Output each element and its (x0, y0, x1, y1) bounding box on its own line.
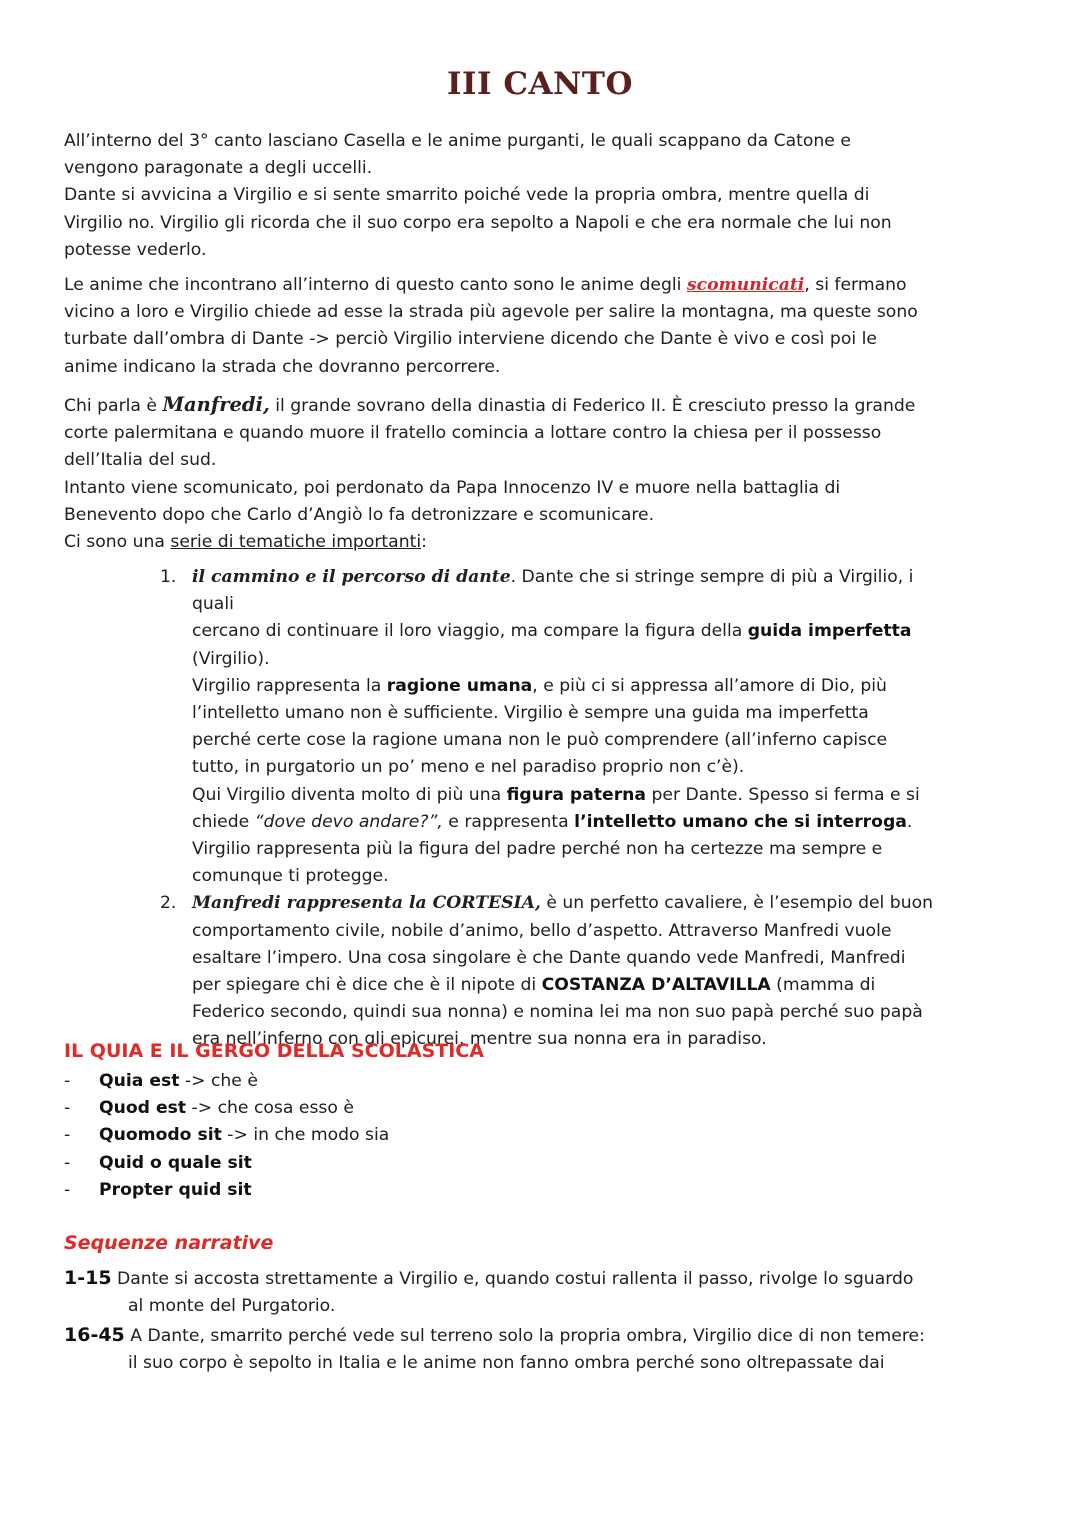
quia-list (64, 1068, 764, 1204)
dash-bullet: - (64, 1125, 71, 1146)
sequence-number: 16-45 (64, 1324, 125, 1346)
text-span: il grande sovrano della dinastia di Federico II. È cresciuto presso la grande (269, 396, 916, 416)
bold-term: ragione umana (386, 675, 533, 696)
text-line: potesse vederlo. (64, 239, 207, 260)
text-span: Chi parla è (64, 396, 163, 416)
text-span: Virgilio rappresenta la (192, 675, 387, 696)
text-line: comportamento civile, nobile d’animo, bello d’aspetto. Attraverso Manfredi vuole (192, 920, 892, 941)
bold-term: figura paterna (506, 784, 646, 805)
sequence-item (64, 1322, 964, 1377)
list-item (64, 1095, 764, 1122)
text-line (64, 529, 964, 556)
text-span: . (906, 811, 913, 832)
text-line (64, 391, 964, 420)
text-line (192, 809, 950, 836)
quia-heading: IL QUIA E IL GERGO DELLA SCOLASTICA (64, 1040, 484, 1062)
bold-term: guida imperfetta (747, 621, 912, 642)
text-span: : (421, 532, 427, 553)
bold-term: Propter quid sit (99, 1179, 252, 1200)
list-item (64, 1068, 764, 1095)
list-number: 1. (160, 567, 177, 587)
text-line (64, 1322, 964, 1350)
bold-term: COSTANZA D’ALTAVILLA (541, 975, 771, 996)
text-line (192, 972, 950, 999)
intro-paragraph (64, 128, 964, 264)
text-line: esaltare l’impero. Una cosa singolare è che Dante quando vede Manfredi, Manfredi (192, 947, 906, 968)
text-span: cercano di continuare il loro viaggio, ma compare la figura della (192, 621, 748, 642)
text-line (64, 1265, 964, 1293)
text-span: chiede (192, 811, 255, 832)
text-span: Ci sono una (64, 532, 171, 553)
dash-bullet: - (64, 1098, 71, 1119)
text-line: All’interno del 3° canto lasciano Casella e le anime purganti, le quali scappano da Catone e (64, 131, 851, 151)
italic-quote: “dove devo andare?”, (254, 811, 443, 832)
text-span: . Dante che si stringe sempre di più a Virgilio, i quali (192, 567, 914, 615)
text-line: Virgilio no. Virgilio gli ricorda che il suo corpo era sepolto a Napoli e che era normale che lui non (64, 212, 892, 233)
text-line: turbate dall’ombra di Dante -> perciò Virgilio interviene dicendo che Dante è vivo e così poi le (64, 329, 877, 350)
list-item (64, 1150, 764, 1177)
text-line: Benevento dopo che Carlo d’Angiò lo fa detronizzare e scomunicare. (64, 504, 655, 525)
text-line: Dante si avvicina a Virgilio e si sente smarrito poiché vede la propria ombra, mentre quella di (64, 185, 870, 206)
handwritten-highlight: scomunicati (686, 275, 805, 295)
text-line: anime indicano la strada che dovranno percorrere. (64, 356, 501, 377)
text-span: , si fermano (804, 275, 907, 295)
text-span: -> in che modo sia (221, 1125, 390, 1146)
text-line (192, 673, 950, 700)
text-line: Intanto viene scomunicato, poi perdonato da Papa Innocenzo IV e muore nella battaglia di (64, 477, 841, 498)
text-span: , e più ci si appressa all’amore di Dio, più (532, 675, 887, 696)
list-item (160, 564, 950, 890)
text-span: A Dante, smarrito perché vede sul terreno solo la propria ombra, Virgilio dice di non temere: (124, 1326, 925, 1346)
bold-term: Quomodo sit (99, 1125, 222, 1146)
text-line (192, 890, 950, 917)
text-span: per spiegare chi è dice che è il nipote di (192, 975, 542, 996)
bold-term: l’intelletto umano che si interroga (574, 811, 907, 832)
text-line: vengono paragonate a degli uccelli. (64, 158, 373, 179)
text-span: per Dante. Spesso si ferma e si (646, 784, 920, 805)
text-line (192, 782, 950, 809)
text-span: Qui Virgilio diventa molto di più una (192, 784, 507, 805)
handwritten-phrase: Manfredi rappresenta la CORTESIA, (192, 893, 541, 914)
handwritten-phrase: il cammino e il percorso di dante (192, 567, 511, 587)
list-item (160, 890, 950, 1053)
text-line: l’intelletto umano non è sufficiente. Virgilio è sempre una guida ma imperfetta (192, 703, 869, 724)
bold-term: Quod est (99, 1098, 187, 1119)
text-span: (mamma di (770, 975, 876, 996)
sequence-number: 1-15 (64, 1267, 112, 1289)
bold-term: Quia est (99, 1071, 180, 1091)
sequence-item (64, 1265, 964, 1320)
text-line: era nell’inferno con gli epicurei, mentre sua nonna era in paradiso. (192, 1029, 767, 1050)
text-line: perché certe cose la ragione umana non le può comprendere (all’inferno capisce (192, 730, 888, 751)
text-line: comunque ti protegge. (192, 866, 389, 887)
themes-list (160, 564, 950, 1054)
sequenze-heading: Sequenze narrative (64, 1232, 274, 1254)
text-line: al monte del Purgatorio. (128, 1296, 336, 1317)
text-line (192, 618, 950, 645)
list-number: 2. (160, 893, 177, 914)
underlined-text: serie di tematiche importanti (170, 532, 422, 553)
handwritten-name: Manfredi, (162, 393, 270, 416)
text-line: Federico secondo, quindi sua nonna) e nomina lei ma non suo papà perché suo papà (192, 1002, 923, 1023)
bold-term: Quid o quale sit (99, 1152, 252, 1173)
list-item (64, 1177, 764, 1204)
text-line: (Virgilio). (192, 648, 270, 669)
text-line: dell’Italia del sud. (64, 450, 217, 471)
dash-bullet: - (64, 1071, 71, 1091)
text-line (64, 272, 964, 299)
scomunicati-paragraph (64, 272, 964, 381)
page-title: III CANTO (447, 66, 633, 102)
text-span: Le anime che incontrano all’interno di questo canto sono le anime degli (64, 275, 687, 295)
text-span: è un perfetto cavaliere, è l’esempio del buon (540, 893, 934, 914)
text-line: vicino a loro e Virgilio chiede ad esse la strada più agevole per salire la montagna, ma queste sono (64, 302, 918, 323)
text-line: il suo corpo è sepolto in Italia e le anime non fanno ombra perché sono oltrepassate dai (128, 1353, 885, 1374)
text-span: Dante si accosta strettamente a Virgilio e, quando costui rallenta il passo, rivolge lo sguardo (111, 1269, 914, 1289)
text-line (192, 564, 950, 618)
text-line: corte palermitana e quando muore il fratello comincia a lottare contro la chiesa per il possesso (64, 423, 882, 444)
list-item (64, 1122, 764, 1149)
text-span: -> che è (179, 1071, 258, 1091)
manfredi-paragraph (64, 391, 964, 556)
dash-bullet: - (64, 1179, 71, 1200)
text-span: e rappresenta (442, 811, 575, 832)
text-span: -> che cosa esso è (186, 1098, 354, 1119)
text-line: tutto, in purgatorio un po’ meno e nel paradiso proprio non c’è). (192, 757, 745, 778)
text-line: Virgilio rappresenta più la figura del padre perché non ha certezze ma sempre e (192, 839, 883, 860)
dash-bullet: - (64, 1152, 71, 1173)
